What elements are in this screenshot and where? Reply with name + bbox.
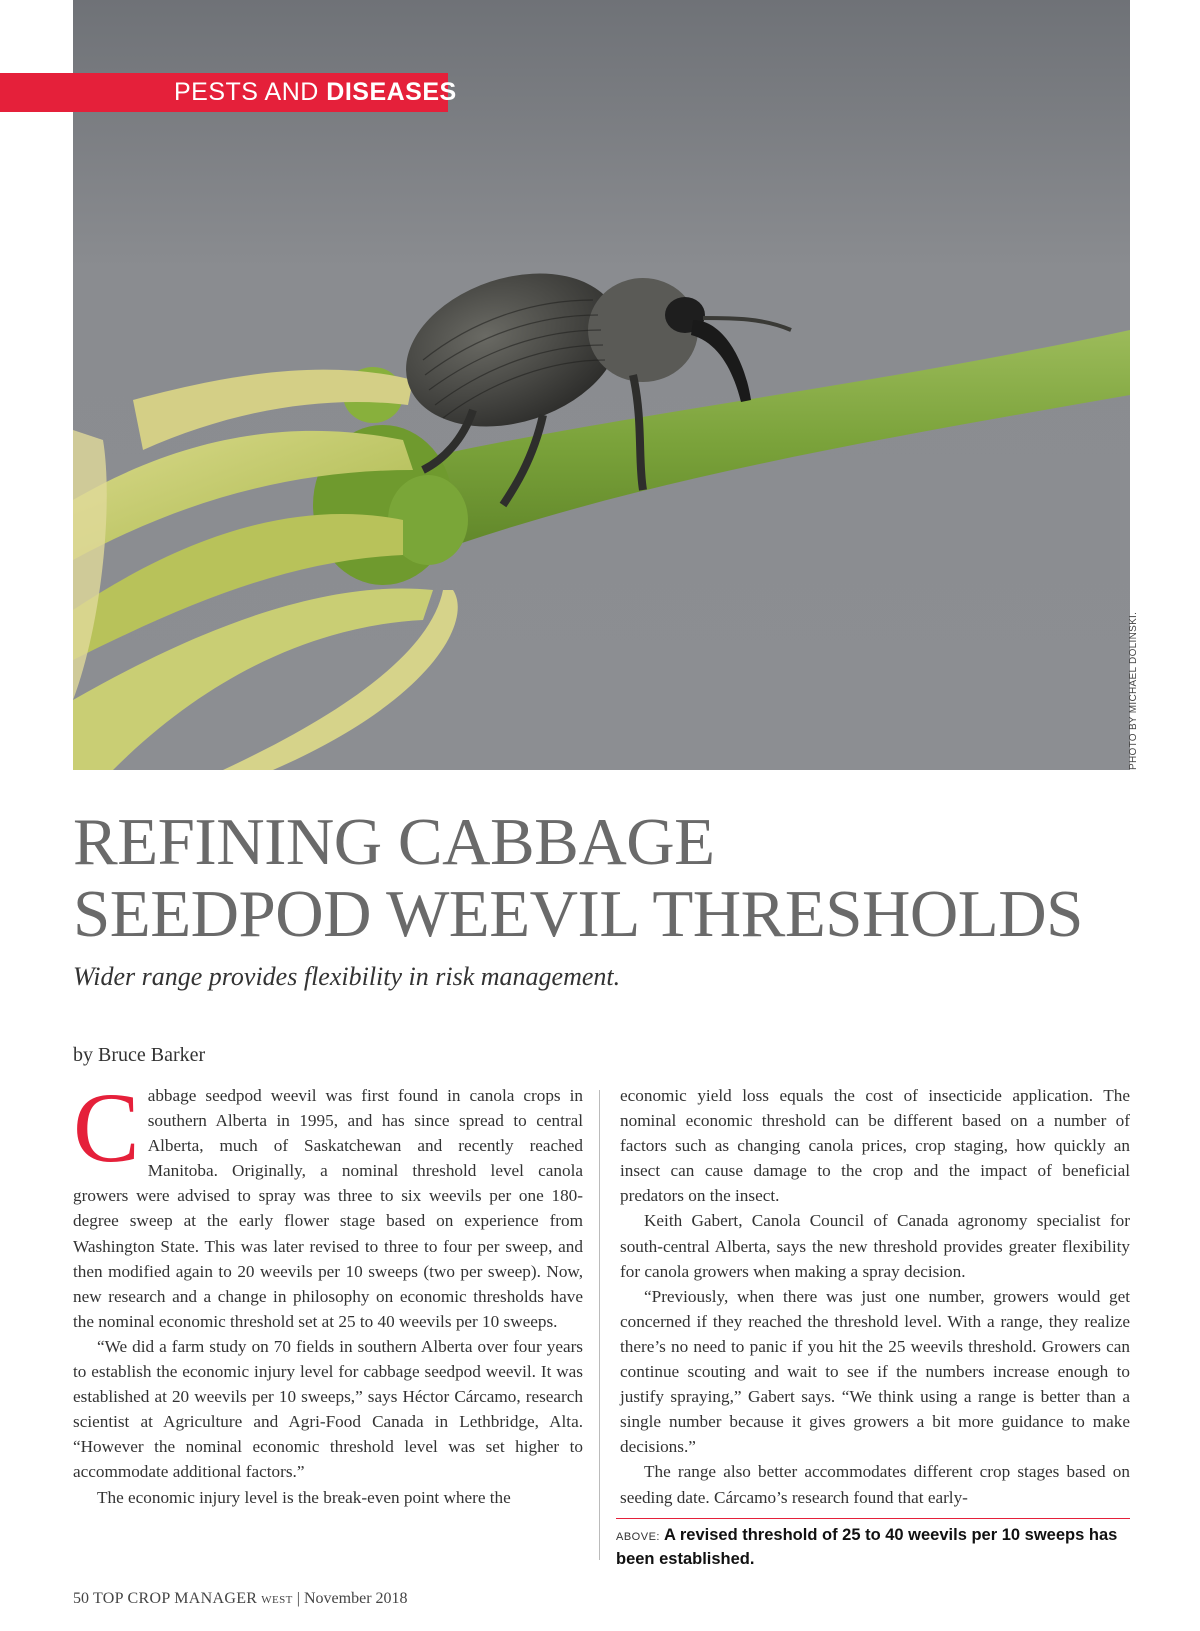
dropcap: C: [73, 1072, 140, 1183]
page-footer: [73, 1590, 408, 1608]
right-paragraph-2: Keith Gabert, Canola Council of Canada agronomy specialist for south-central Alberta, says the new threshold provides greater flexibility for canola growers when making a spray decision.: [620, 1211, 1130, 1281]
issue-date: November 2018: [304, 1590, 408, 1607]
caption-rule: [616, 1518, 1130, 1519]
byline: by Bruce Barker: [73, 1044, 206, 1066]
caption-text: A revised threshold of 25 to 40 weevils per 10 sweeps has been established.: [616, 1526, 1118, 1568]
right-paragraph-4: The range also better accommodates different crop stages based on seeding date. Cárcamo’s research found that early-: [620, 1462, 1130, 1507]
weevil-illustration: [73, 0, 1130, 770]
page-number: 50: [73, 1590, 89, 1607]
right-paragraph-3: “Previously, when there was just one number, growers would get concerned if they reached the threshold level. With a range, they realize there’s no need to panic if you hit the 25 weevils threshold. Growers can continue scouting and wait to see if the numbers increase enough to justify spraying,” Gabert says. “We think using a range is better than a single number because it gives growers a bit more guidance to make decisions.”: [620, 1286, 1130, 1457]
hero-photo: [73, 0, 1130, 770]
article-headline: [73, 806, 1153, 950]
column-divider: [599, 1090, 600, 1560]
left-column: [73, 1072, 583, 1510]
magazine-edition: WEST: [261, 1594, 293, 1606]
article-deck: Wider range provides flexibility in risk management.: [73, 962, 621, 991]
left-paragraph-1: [73, 1072, 583, 1334]
section-tag: [0, 73, 457, 112]
right-paragraph-1: economic yield loss equals the cost of insecticide application. The nominal economic threshold can be different based on a number of factors such as changing canola prices, crop staging, how quickly an insect can cause damage to the crop and the impact of beneficial predators on the insect.: [620, 1086, 1130, 1206]
headline-line-2: SEEDPOD WEEVIL THRESHOLDS: [73, 877, 1083, 951]
photo-caption: [616, 1524, 1130, 1570]
left-paragraph-1-text: abbage seedpod weevil was first found in canola crops in southern Alberta in 1995, and has since spread to central Alberta, much of Saskatchewan and recently reached Manitoba. Originally, a nominal threshold level canola growers were advised to spray was three to six weevils per one 180-degree sweep at the early flower stage based on experience from Washington State. This was later revised to three to four per sweep, and then modified again to 20 weevils per 10 sweeps (two per sweep). Now, new research and a change in philosophy on economic thresholds have the nominal economic threshold set at 25 to 40 weevils per 10 sweeps.: [73, 1086, 583, 1331]
footer-separator: |: [296, 1590, 300, 1607]
section-tag-emphasis: DISEASES: [326, 78, 457, 106]
right-column: [620, 1083, 1130, 1510]
left-paragraph-3: The economic injury level is the break-even point where the: [97, 1487, 511, 1507]
headline-line-1: REFINING CABBAGE: [73, 805, 715, 879]
left-paragraph-2: “We did a farm study on 70 fields in southern Alberta over four years to establish the economic injury level for cabbage seedpod weevil. It was established at 20 weevils per 10 sweeps,” says Héctor Cárcamo, research scientist at Agriculture and Agri-Food Canada in Lethbridge, Alta. “However the nominal economic threshold level was set higher to accommodate additional factors.”: [73, 1336, 583, 1482]
photo-credit: PHOTO BY MICHAEL DOLINSKI.: [1128, 611, 1139, 770]
magazine-name: TOP CROP MANAGER: [93, 1590, 258, 1607]
section-tag-prefix: PESTS AND: [174, 78, 319, 106]
caption-lead: ABOVE:: [616, 1531, 660, 1543]
